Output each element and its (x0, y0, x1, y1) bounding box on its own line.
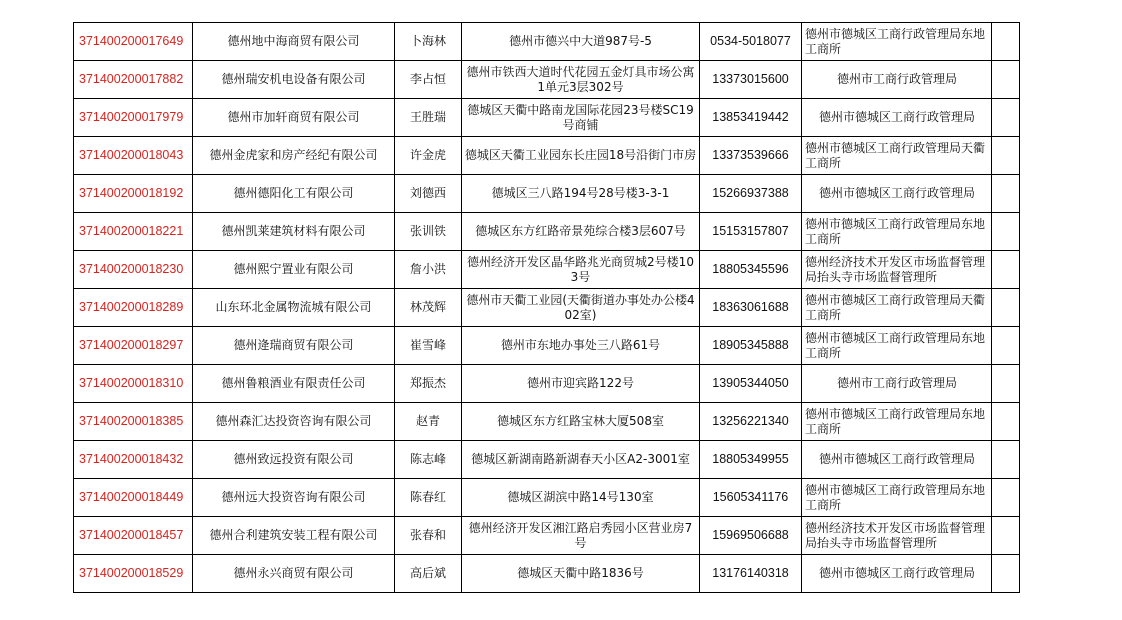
remarks-cell (992, 213, 1020, 251)
phone-cell: 13373539666 (700, 137, 802, 175)
remarks-cell (992, 251, 1020, 289)
phone-cell: 18363061688 (700, 289, 802, 327)
registration-number-cell: 371400200018289 (74, 289, 193, 327)
registration-number-cell: 371400200018385 (74, 403, 193, 441)
company-name-cell: 德州德阳化工有限公司 (193, 175, 395, 213)
registration-number-cell: 371400200017649 (74, 23, 193, 61)
legal-person-cell: 詹小洪 (395, 251, 462, 289)
table-row (74, 555, 1020, 593)
address-cell: 德城区东方红路帝景苑综合楼3层607号 (462, 213, 700, 251)
registration-authority-cell: 德州市德城区工商行政管理局天衢工商所 (802, 137, 992, 175)
phone-cell: 18905345888 (700, 327, 802, 365)
company-name-cell: 德州金虎家和房产经纪有限公司 (193, 137, 395, 175)
phone-cell: 13905344050 (700, 365, 802, 403)
address-cell: 德州市天衢工业园(天衢街道办事处办公楼402室) (462, 289, 700, 327)
remarks-cell (992, 403, 1020, 441)
table-row (74, 403, 1020, 441)
registration-number-cell: 371400200018043 (74, 137, 193, 175)
registration-authority-cell: 德州市德城区工商行政管理局 (802, 555, 992, 593)
registration-authority-cell: 德州市德城区工商行政管理局东地工商所 (802, 213, 992, 251)
address-cell: 德州市铁西大道时代花园五金灯具市场公寓1单元3层302号 (462, 61, 700, 99)
legal-person-cell: 郑振杰 (395, 365, 462, 403)
address-cell: 德城区东方红路宝林大厦508室 (462, 403, 700, 441)
table-row (74, 99, 1020, 137)
registration-number-cell: 371400200018432 (74, 441, 193, 479)
table-row (74, 23, 1020, 61)
company-name-cell: 德州鲁粮酒业有限责任公司 (193, 365, 395, 403)
company-name-cell: 德州熙宁置业有限公司 (193, 251, 395, 289)
table-row (74, 327, 1020, 365)
company-name-cell: 德州森汇达投资咨询有限公司 (193, 403, 395, 441)
registration-authority-cell: 德州市德城区工商行政管理局东地工商所 (802, 23, 992, 61)
table-row (74, 479, 1020, 517)
registration-authority-cell: 德州市工商行政管理局 (802, 61, 992, 99)
company-name-cell: 德州瑞安机电设备有限公司 (193, 61, 395, 99)
remarks-cell (992, 441, 1020, 479)
table-row (74, 517, 1020, 555)
address-cell: 德州市德兴中大道987号-5 (462, 23, 700, 61)
company-name-cell: 德州地中海商贸有限公司 (193, 23, 395, 61)
registration-authority-cell: 德州市工商行政管理局 (802, 365, 992, 403)
registration-number-cell: 371400200018457 (74, 517, 193, 555)
registration-number-cell: 371400200018230 (74, 251, 193, 289)
legal-person-cell: 卜海林 (395, 23, 462, 61)
registration-authority-cell: 德州经济技术开发区市场监督管理局抬头寺市场监督管理所 (802, 251, 992, 289)
registration-number-cell: 371400200018529 (74, 555, 193, 593)
remarks-cell (992, 137, 1020, 175)
business-registry-table (73, 22, 1020, 593)
legal-person-cell: 张训铁 (395, 213, 462, 251)
phone-cell: 13373015600 (700, 61, 802, 99)
legal-person-cell: 王胜瑞 (395, 99, 462, 137)
table-row (74, 175, 1020, 213)
company-name-cell: 德州凯莱建筑材料有限公司 (193, 213, 395, 251)
table-row (74, 289, 1020, 327)
table-row (74, 365, 1020, 403)
address-cell: 德城区天衢中路南龙国际花园23号楼SC19号商铺 (462, 99, 700, 137)
address-cell: 德州经济开发区晶华路兆光商贸城2号楼103号 (462, 251, 700, 289)
legal-person-cell: 崔雪峰 (395, 327, 462, 365)
remarks-cell (992, 327, 1020, 365)
legal-person-cell: 赵青 (395, 403, 462, 441)
table-row (74, 251, 1020, 289)
phone-cell: 13853419442 (700, 99, 802, 137)
registration-authority-cell: 德州市德城区工商行政管理局东地工商所 (802, 403, 992, 441)
legal-person-cell: 林茂辉 (395, 289, 462, 327)
legal-person-cell: 陈志峰 (395, 441, 462, 479)
remarks-cell (992, 99, 1020, 137)
address-cell: 德城区湖滨中路14号130室 (462, 479, 700, 517)
remarks-cell (992, 517, 1020, 555)
legal-person-cell: 张春和 (395, 517, 462, 555)
legal-person-cell: 许金虎 (395, 137, 462, 175)
registration-authority-cell: 德州市德城区工商行政管理局天衢工商所 (802, 289, 992, 327)
address-cell: 德城区三八路194号28号楼3-3-1 (462, 175, 700, 213)
registration-authority-cell: 德州市德城区工商行政管理局 (802, 441, 992, 479)
company-name-cell: 德州永兴商贸有限公司 (193, 555, 395, 593)
registration-number-cell: 371400200017979 (74, 99, 193, 137)
registration-authority-cell: 德州经济技术开发区市场监督管理局抬头寺市场监督管理所 (802, 517, 992, 555)
address-cell: 德州经济开发区湘江路启秀园小区营业房7号 (462, 517, 700, 555)
phone-cell: 13256221340 (700, 403, 802, 441)
remarks-cell (992, 289, 1020, 327)
remarks-cell (992, 61, 1020, 99)
remarks-cell (992, 23, 1020, 61)
address-cell: 德城区天衢中路1836号 (462, 555, 700, 593)
company-name-cell: 德州市加轩商贸有限公司 (193, 99, 395, 137)
phone-cell: 15605341176 (700, 479, 802, 517)
phone-cell: 13176140318 (700, 555, 802, 593)
registration-authority-cell: 德州市德城区工商行政管理局 (802, 99, 992, 137)
registration-number-cell: 371400200018221 (74, 213, 193, 251)
company-name-cell: 德州致远投资有限公司 (193, 441, 395, 479)
table-row (74, 61, 1020, 99)
legal-person-cell: 陈春红 (395, 479, 462, 517)
registration-authority-cell: 德州市德城区工商行政管理局东地工商所 (802, 479, 992, 517)
registration-number-cell: 371400200018310 (74, 365, 193, 403)
registration-authority-cell: 德州市德城区工商行政管理局东地工商所 (802, 327, 992, 365)
company-name-cell: 德州合利建筑安装工程有限公司 (193, 517, 395, 555)
registration-authority-cell: 德州市德城区工商行政管理局 (802, 175, 992, 213)
phone-cell: 18805345596 (700, 251, 802, 289)
legal-person-cell: 刘德西 (395, 175, 462, 213)
company-name-cell: 德州远大投资咨询有限公司 (193, 479, 395, 517)
registration-number-cell: 371400200018449 (74, 479, 193, 517)
company-name-cell: 德州逄瑞商贸有限公司 (193, 327, 395, 365)
company-name-cell: 山东环北金属物流城有限公司 (193, 289, 395, 327)
address-cell: 德州市东地办事处三八路61号 (462, 327, 700, 365)
remarks-cell (992, 175, 1020, 213)
registration-number-cell: 371400200018192 (74, 175, 193, 213)
registration-number-cell: 371400200018297 (74, 327, 193, 365)
registration-number-cell: 371400200017882 (74, 61, 193, 99)
table-row (74, 213, 1020, 251)
address-cell: 德城区天衢工业园东长庄园18号沿街门市房 (462, 137, 700, 175)
table-row (74, 137, 1020, 175)
table-body (74, 23, 1020, 593)
legal-person-cell: 高后斌 (395, 555, 462, 593)
phone-cell: 15969506688 (700, 517, 802, 555)
address-cell: 德城区新湖南路新湖春天小区A2-3001室 (462, 441, 700, 479)
remarks-cell (992, 365, 1020, 403)
remarks-cell (992, 555, 1020, 593)
address-cell: 德州市迎宾路122号 (462, 365, 700, 403)
phone-cell: 18805349955 (700, 441, 802, 479)
legal-person-cell: 李占恒 (395, 61, 462, 99)
remarks-cell (992, 479, 1020, 517)
phone-cell: 15266937388 (700, 175, 802, 213)
phone-cell: 0534-5018077 (700, 23, 802, 61)
table-row (74, 441, 1020, 479)
phone-cell: 15153157807 (700, 213, 802, 251)
